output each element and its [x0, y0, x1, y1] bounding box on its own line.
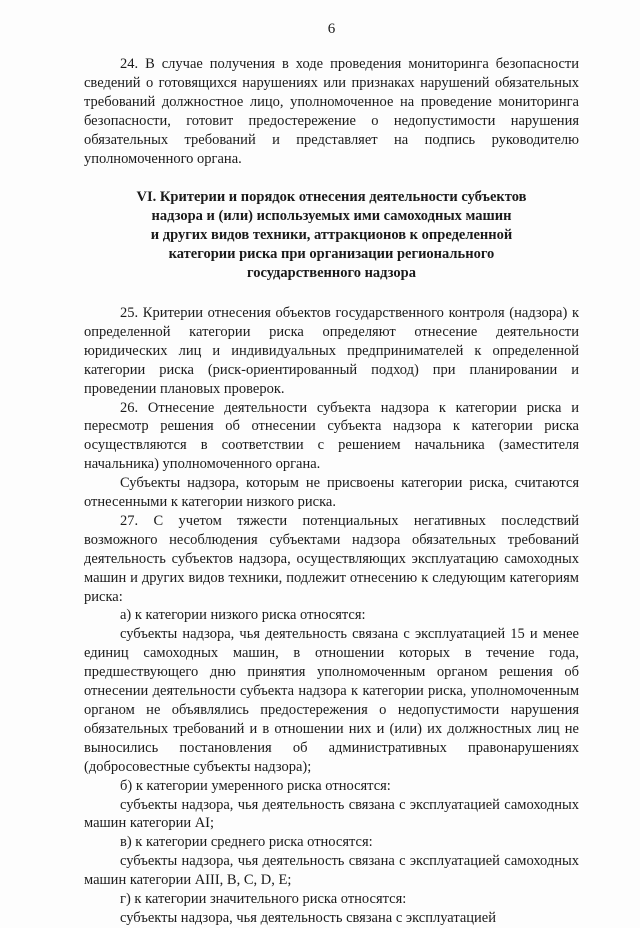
category-medium-risk-text: субъекты надзора, чья деятельность связана с эксплуатацией самоходных машин категории AIII, B, C, D, E; — [84, 853, 579, 889]
section-heading-line: VI. Критерии и порядок отнесения деятельности субъектов — [136, 189, 527, 206]
paragraph-24: 24. В случае получения в ходе проведения мониторинга безопасности сведений о готовящихся нарушениях или признаках нарушений обязательных требований должностное лицо, уполномоченное на проведение мониторинга безопасности, готовит предостережение о недопустимости нарушения обязательных требований и представляет на подпись руководителю уполномоченного органа. — [84, 56, 579, 167]
category-significant-risk-heading: г) к категории значительного риска относятся: — [120, 891, 407, 908]
page-number: 6 — [327, 21, 336, 37]
section-heading-line: категории риска при организации регионального — [168, 246, 495, 263]
section-heading-line: и других видов техники, аттракционов к определенной — [150, 227, 513, 244]
category-medium-risk-heading: в) к категории среднего риска относятся: — [120, 834, 373, 851]
category-moderate-risk-heading: б) к категории умеренного риска относятся: — [120, 777, 391, 794]
category-low-risk-text: субъекты надзора, чья деятельность связана с эксплуатацией 15 и менее единиц самоходных машин, в отношении которых в течение года, предшествующего дню принятия уполномоченным органом решения об отнесении деятельности субъекта надзора к категории риска, уполномоченным органом не объявлялись предостережения о недопустимости нарушения обязательных требований и в отношении них и (или) их должностных лиц не выносились постановления об административных правонарушениях (добросовестные субъекты надзора); — [84, 626, 579, 775]
section-heading-line: государственного надзора — [246, 265, 416, 282]
category-significant-risk-text: субъекты надзора, чья деятельность связана с эксплуатацией — [120, 909, 497, 926]
section-heading — [84, 188, 579, 283]
paragraph-27: 27. С учетом тяжести потенциальных негативных последствий возможного несоблюдения субъектами надзора обязательных требований деятельность субъектов надзора, осуществляющих эксплуатацию самоходных машин и других видов техники, подлежит отнесению к следующим категориям риска: — [84, 512, 579, 605]
paragraph-25: 25. Критерии отнесения объектов государственного контроля (надзора) к определенной категории риска определяют отнесение деятельности юридических лиц и индивидуальных предпринимателей к определенной категории риска (риск-ориентированный подход) при планировании и проведении плановых проверок. — [84, 304, 579, 397]
paragraph-26: 26. Отнесение деятельности субъекта надзора к категории риска и пересмотр решения об отнесении субъекта надзора к категории риска осуществляются в соответствии с решением начальника (заместителя начальника) уполномоченного органа. — [84, 399, 579, 473]
section-heading-line: надзора и (или) используемых ими самоходных машин — [151, 208, 512, 225]
paragraph-26-note: Субъекты надзора, которым не присвоены категории риска, считаются отнесенными к категории низкого риска. — [84, 475, 579, 511]
category-low-risk-heading: а) к категории низкого риска относятся: — [120, 607, 366, 624]
category-moderate-risk-text: субъекты надзора, чья деятельность связана с эксплуатацией самоходных машин категории AI; — [84, 796, 579, 832]
